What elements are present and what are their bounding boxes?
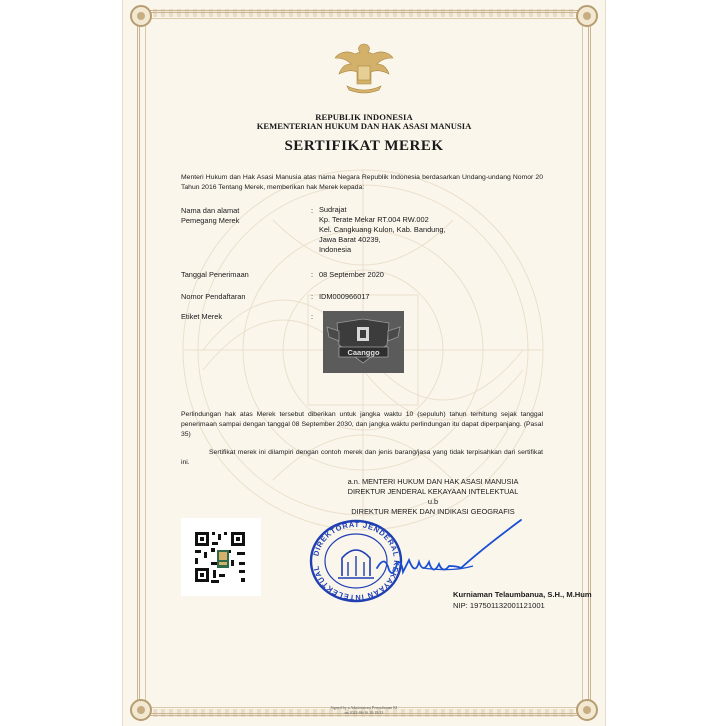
brand-logo-text: Caanggo: [347, 348, 380, 357]
receipt-date-colon: :: [311, 270, 314, 279]
attachment-paragraph: Sertifikat merek ini dilampiri dengan contoh merek dan jenis barang/jasa yang tidak terpisahkan dari sertifikat ini.: [181, 449, 543, 466]
brand-label: Etiket Merek: [181, 312, 223, 321]
intro-paragraph: Menteri Hukum dan Hak Asasi Manusia atas nama Negara Republik Indonesia berdasarkan Undang-undang Nomor 20 Tahun 2016 Tentang Merek, memberikan hak Merek kepada:: [181, 174, 543, 191]
protection-paragraph: Perlindungan hak atas Merek tersebut diberikan untuk jangka waktu 10 (sepuluh) tahun terhitung sejak tanggal penerimaan sampai dengan tanggal 08 September 2030, dan jangka waktu perlindungan itu dapat diperpanjang. (Pasal 35): [181, 411, 543, 438]
republic-heading: REPUBLIK INDONESIA: [315, 112, 413, 122]
holder-value: Sudrajat Kp. Terate Mekar RT.004 RW.002 Kel. Cangkuang Kulon, Kab. Bandung, Jawa Barat 40239, Indonesia: [319, 205, 446, 254]
signer-name: Kurniaman Telaumbanua, S.H., M.Hum: [453, 590, 592, 599]
receipt-date-label: Tanggal Penerimaan: [181, 270, 249, 279]
registration-value: IDM000966017: [319, 292, 370, 301]
holder-colon: :: [311, 206, 314, 215]
footer-signed-by: Signed by n Administrasi Permohonan KI: [330, 705, 398, 710]
qr-code: [181, 518, 261, 596]
garuda-emblem-icon: [333, 38, 395, 96]
brand-colon: :: [311, 312, 314, 321]
registration-colon: :: [311, 292, 314, 301]
receipt-date-value: 08 September 2020: [319, 270, 384, 279]
ministry-heading: KEMENTERIAN HUKUM DAN HAK ASASI MANUSIA: [256, 121, 472, 131]
signature-icon: [363, 518, 523, 586]
signatory-line-3: u.b: [427, 497, 439, 506]
brand-logo: [323, 311, 404, 373]
corner-ornament-icon: [130, 5, 152, 27]
signatory-line-2: DIREKTUR JENDERAL KEKAYAAN INTELEKTUAL: [347, 487, 519, 496]
signer-nip: NIP: 197501132001121001: [453, 601, 545, 610]
holder-label: Nama dan alamat Pemegang Merek: [181, 206, 240, 225]
qr-code-icon: [181, 518, 261, 596]
brand-logo-shield-icon: [323, 311, 404, 373]
stamp-text: DIREKTORAT JENDERAL KEKAYAAN INTELEKTUAL: [311, 519, 402, 603]
certificate-page: [122, 0, 606, 726]
footer-timestamp: on 2022-06-16 10:18:33: [344, 710, 384, 715]
certificate-title: SERTIFIKAT MEREK: [284, 138, 444, 154]
signatory-line-4: DIREKTUR MEREK DAN INDIKASI GEOGRAFIS: [351, 507, 515, 516]
registration-label: Nomor Pendaftaran: [181, 292, 246, 301]
signatory-line-1: a.n. MENTERI HUKUM DAN HAK ASASI MANUSIA: [347, 477, 519, 486]
corner-ornament-icon: [576, 5, 598, 27]
